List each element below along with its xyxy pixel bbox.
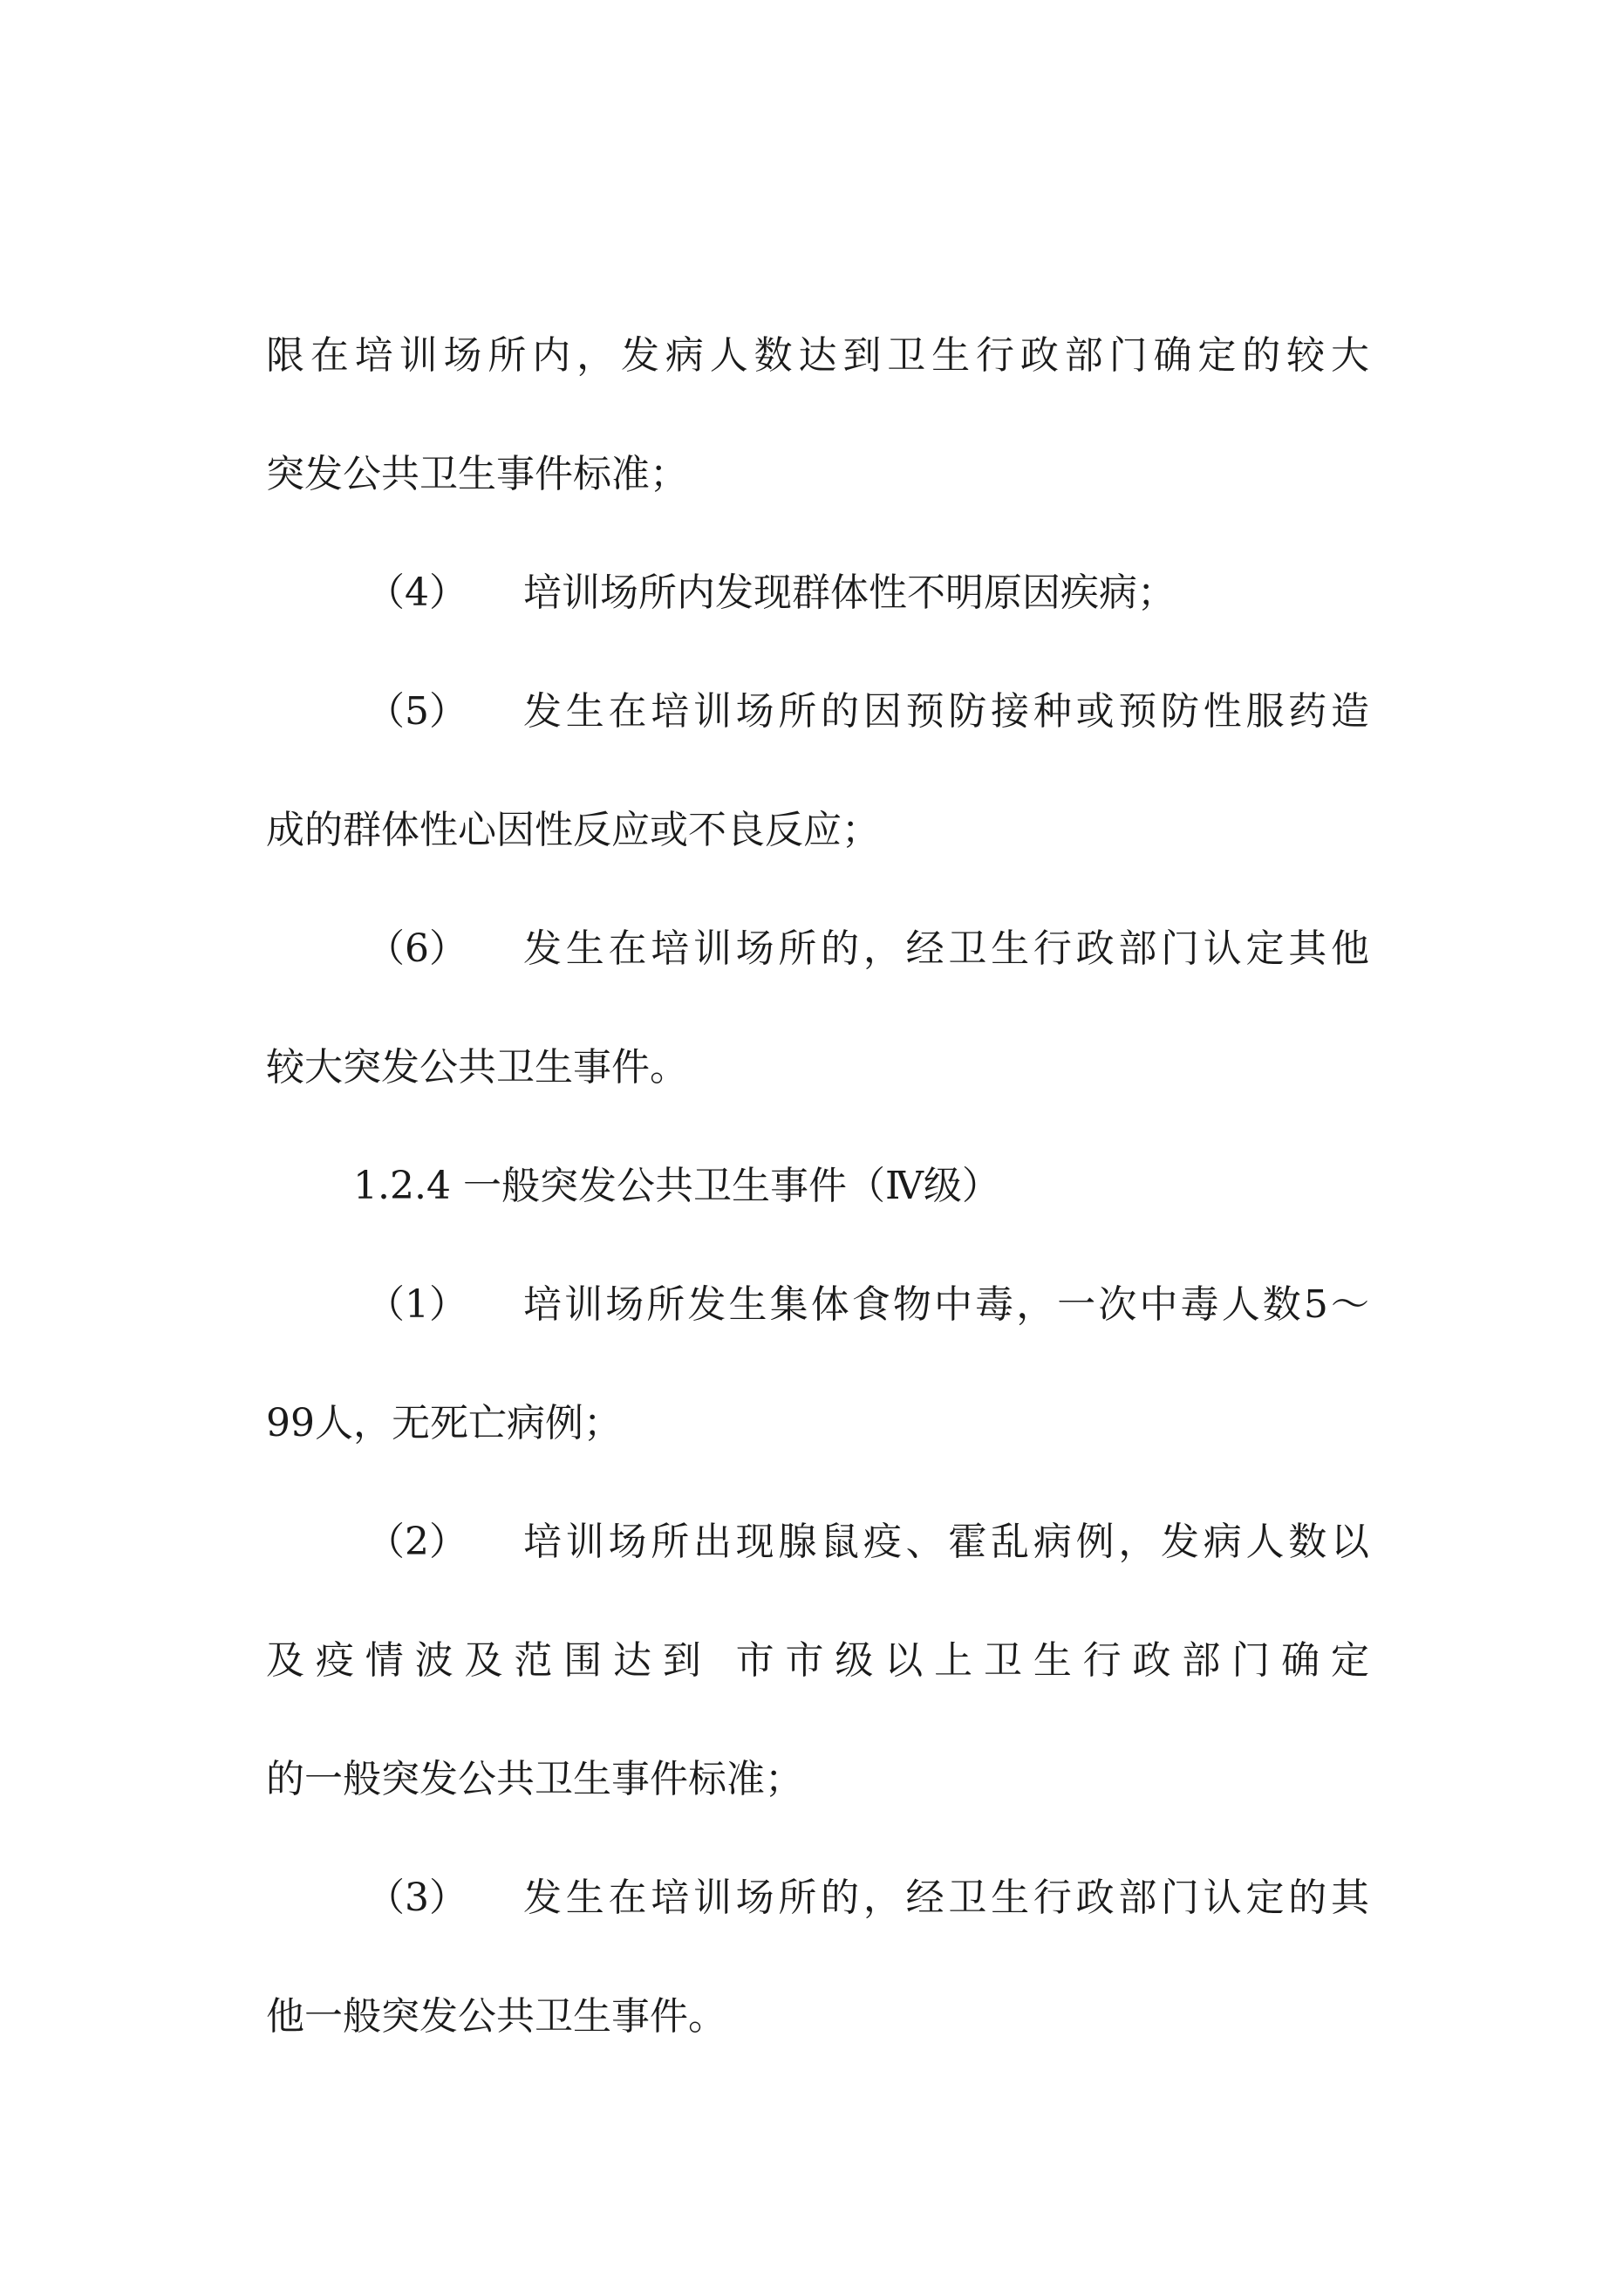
- list-item-number: （3）: [366, 1876, 467, 1920]
- list-item-text: 发生在培训场所的，经卫生行政部门认定其他: [523, 926, 1369, 971]
- text-line: 成的群体性心因性反应或不良反应；: [266, 808, 880, 852]
- list-item-text: 培训场所发生集体食物中毒，一次中毒人数5〜: [523, 1282, 1369, 1327]
- section-heading: 1.2.4 一般突发公共卫生事件（Ⅳ级）: [353, 1164, 1000, 1208]
- list-item: [266, 653, 1369, 771]
- text-column: [266, 297, 1369, 2076]
- text-line: 的一般突发公共卫生事件标准；: [266, 1757, 803, 1801]
- list-item-number: （1）: [366, 1282, 467, 1327]
- text-line: 及疫情波及范围达到 市市级以上卫生行政部门确定: [266, 1638, 1369, 1683]
- text-line: 较大突发公共卫生事件。: [266, 1045, 688, 1090]
- list-item: [266, 534, 1369, 653]
- list-item-number: （6）: [366, 926, 467, 971]
- list-item-text: 培训场所出现腺鼠疫、霍乱病例，发病人数以: [523, 1520, 1369, 1564]
- list-item-text: 发生在培训场所的，经卫生行政部门认定的其: [523, 1876, 1369, 1920]
- text-line: 突发公共卫生事件标准；: [266, 452, 688, 496]
- list-item-number: （5）: [366, 689, 467, 734]
- text-line: 99人，无死亡病例；: [266, 1401, 622, 1445]
- list-item: [266, 1839, 1369, 1958]
- list-item-number: （4）: [366, 571, 467, 615]
- list-item-number: （2）: [366, 1520, 467, 1564]
- text-line: 限在培训场所内，发病人数达到卫生行政部门确定的较大: [266, 333, 1369, 378]
- text-line: 他一般突发公共卫生事件。: [266, 1994, 726, 2039]
- list-item: [266, 1246, 1369, 1364]
- list-item-text: 发生在培训场所的因预防接种或预防性服药造: [523, 689, 1369, 734]
- list-item: [266, 1483, 1369, 1602]
- list-item: [266, 890, 1369, 1008]
- list-item-text: 培训场所内发现群体性不明原因疾病；: [523, 571, 1176, 615]
